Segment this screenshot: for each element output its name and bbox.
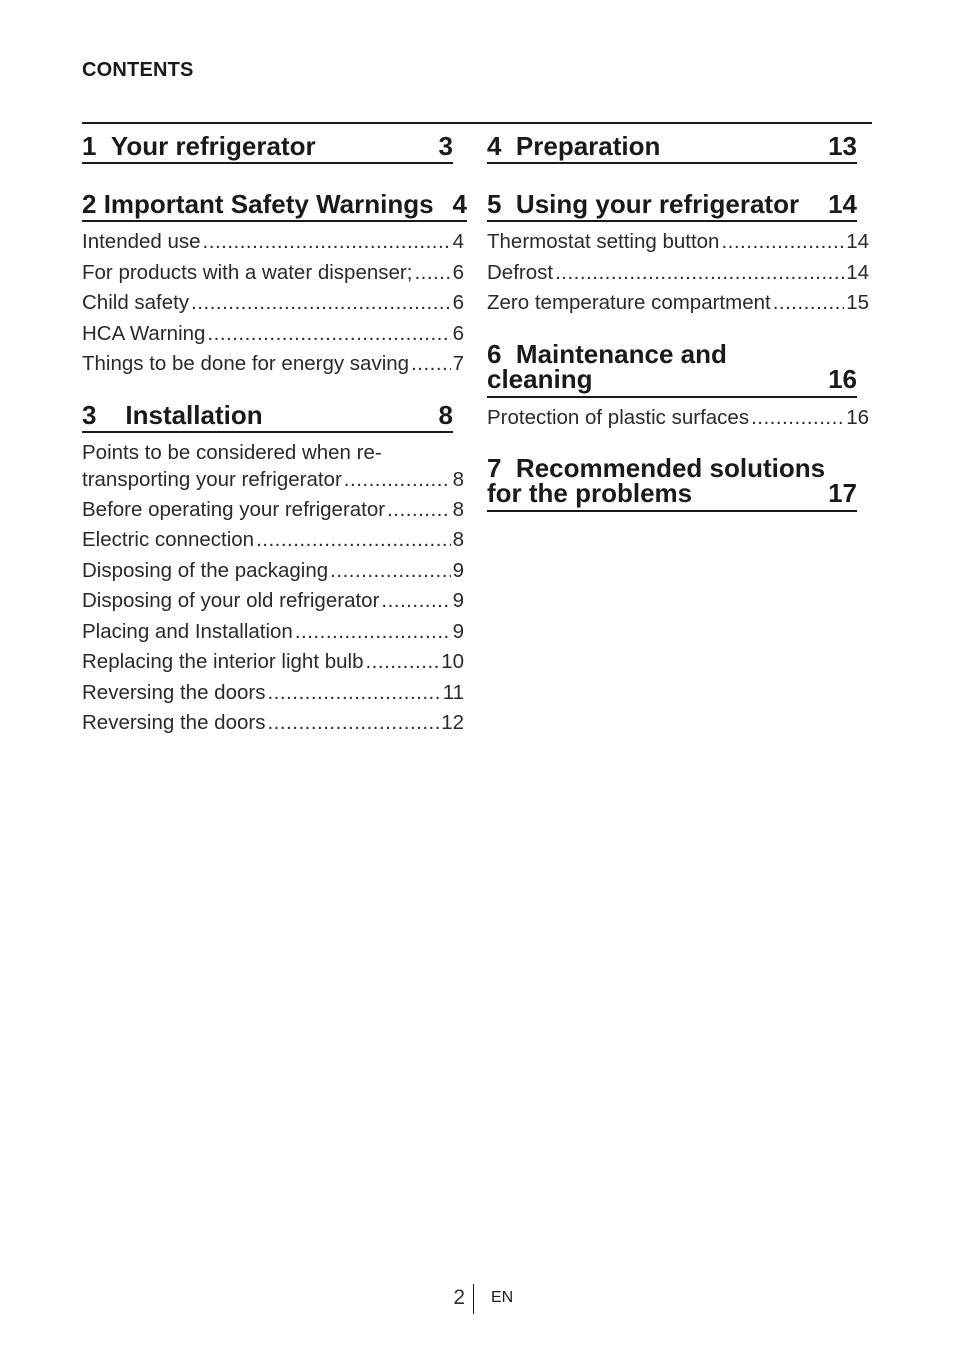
entry-page: 12 <box>441 711 464 734</box>
section-number: 6 <box>487 338 502 369</box>
toc-entry[interactable] <box>487 258 869 289</box>
entry-leader <box>203 227 451 258</box>
entry-text: Reversing the doors <box>82 680 266 704</box>
toc-entries <box>82 227 467 380</box>
toc-entry[interactable] <box>82 556 464 587</box>
section-title: Preparation <box>515 131 661 161</box>
section-title-line2: cleaning <box>487 363 593 394</box>
entry-leader <box>295 617 451 648</box>
toc-entries <box>487 403 872 434</box>
entry-text: Defrost <box>487 260 554 284</box>
toc-section-1 <box>82 124 467 164</box>
entry-text: transporting your refrigerator <box>82 467 342 491</box>
entry-page: 7 <box>452 352 464 375</box>
toc-entry[interactable] <box>487 227 869 258</box>
entry-text: Replacing the interior light bulb <box>82 650 364 673</box>
entry-text-line1: Points to be considered when re- <box>82 440 382 464</box>
entry-page: 11 <box>442 680 464 704</box>
toc-entry[interactable] <box>487 288 869 319</box>
toc-entry[interactable] <box>82 586 464 617</box>
entry-leader <box>256 525 451 556</box>
contents-title: CONTENTS <box>82 59 194 81</box>
toc-section-4 <box>487 124 872 164</box>
toc-entry[interactable] <box>82 258 464 289</box>
section-title-line1: Recommended solutions <box>515 453 826 483</box>
section-number: 1 <box>82 131 97 161</box>
toc-entry[interactable] <box>82 708 464 739</box>
entry-page: 14 <box>846 230 869 253</box>
toc-section-3 <box>82 393 467 739</box>
entry-leader <box>414 258 450 289</box>
section-heading[interactable] <box>487 124 857 164</box>
entry-page: 8 <box>452 528 464 551</box>
entry-page: 9 <box>452 589 464 612</box>
entry-page: 8 <box>452 497 464 521</box>
entry-page: 9 <box>452 558 464 582</box>
entry-page: 10 <box>441 650 464 673</box>
entry-page: 4 <box>452 230 464 253</box>
entry-text: Protection of plastic surfaces <box>487 405 750 429</box>
entry-leader <box>773 288 844 319</box>
entry-text: Zero temperature compartment <box>487 291 771 314</box>
entry-text: Disposing of the packaging <box>82 558 329 582</box>
toc-section-7 <box>487 446 872 512</box>
toc-entry[interactable] <box>82 319 464 350</box>
entry-leader <box>721 227 844 258</box>
entry-page: 6 <box>452 321 464 345</box>
entry-leader <box>267 708 439 739</box>
toc-entry[interactable] <box>82 495 464 526</box>
entry-leader <box>207 319 450 350</box>
toc-right-column <box>487 124 872 512</box>
toc-left-column <box>82 124 467 739</box>
section-title: Installation <box>125 399 263 430</box>
entry-leader <box>411 349 451 380</box>
section-title-line2: for the problems <box>487 478 693 508</box>
section-number: 7 <box>487 453 502 483</box>
entry-text: Things to be done for energy saving <box>82 352 410 375</box>
section-page: 3 <box>438 131 453 161</box>
section-page: 13 <box>828 131 857 161</box>
section-number: 3 <box>82 399 97 430</box>
entry-page: 16 <box>846 405 869 429</box>
entry-text: Disposing of your old refrigerator <box>82 589 380 612</box>
page-footer <box>0 1284 954 1314</box>
section-heading[interactable] <box>82 182 467 222</box>
section-heading[interactable] <box>82 124 453 164</box>
section-page: 14 <box>828 189 857 219</box>
toc-entry[interactable] <box>82 525 464 556</box>
entry-text: HCA Warning <box>82 321 206 345</box>
section-page: 8 <box>438 399 453 430</box>
entry-text: Electric connection <box>82 528 255 551</box>
toc-entries <box>82 438 467 739</box>
section-page: 16 <box>828 363 857 394</box>
section-heading[interactable] <box>487 446 857 512</box>
section-heading[interactable] <box>487 182 857 222</box>
section-title: Your refrigerator <box>110 131 316 161</box>
entry-page: 14 <box>846 260 869 284</box>
section-title: Important Safety Warnings <box>103 189 434 219</box>
toc-entry[interactable] <box>82 349 464 380</box>
toc-section-2 <box>82 182 467 380</box>
entry-page: 9 <box>452 619 464 643</box>
section-page: 17 <box>828 478 857 508</box>
toc-entries <box>487 227 872 319</box>
toc-section-5 <box>487 182 872 319</box>
toc-entry[interactable] <box>82 438 464 495</box>
toc-entry[interactable] <box>82 617 464 648</box>
toc-entry[interactable] <box>82 288 464 319</box>
entry-leader <box>267 678 440 709</box>
entry-leader <box>387 495 450 526</box>
section-number: 2 <box>82 189 97 219</box>
footer-divider <box>473 1284 474 1314</box>
toc-entry[interactable] <box>82 647 464 678</box>
toc-section-6 <box>487 332 872 434</box>
section-number: 5 <box>487 189 502 219</box>
section-title: Using your refrigerator <box>515 189 800 219</box>
toc-entry[interactable] <box>487 403 869 434</box>
entry-text: Placing and Installation <box>82 619 293 643</box>
section-page: 4 <box>452 189 467 219</box>
entry-leader <box>344 466 451 493</box>
entry-text: For products with a water dispenser; <box>82 260 413 284</box>
section-heading[interactable] <box>487 332 857 398</box>
entry-leader <box>365 647 439 678</box>
entry-text: Before operating your refrigerator <box>82 497 386 521</box>
toc-entry[interactable] <box>82 678 464 709</box>
entry-text: Reversing the doors <box>82 711 266 734</box>
page-number: 2 <box>453 1286 465 1309</box>
entry-leader <box>330 556 450 587</box>
entry-text: Thermostat setting button <box>487 230 720 253</box>
entry-page: 6 <box>452 291 464 314</box>
entry-page: 15 <box>846 291 869 314</box>
section-number: 4 <box>487 131 502 161</box>
toc-entry[interactable] <box>82 227 464 258</box>
entry-leader <box>555 258 844 289</box>
entry-page: 6 <box>452 260 464 284</box>
entry-page: 8 <box>452 467 464 491</box>
entry-leader <box>381 586 450 617</box>
entry-text: Intended use <box>82 230 201 253</box>
section-heading[interactable] <box>82 393 453 433</box>
entry-leader <box>751 403 844 434</box>
language-code: EN <box>491 1289 514 1306</box>
entry-text: Child safety <box>82 291 190 314</box>
section-title-line1: Maintenance and <box>515 338 727 369</box>
entry-leader <box>191 288 450 319</box>
